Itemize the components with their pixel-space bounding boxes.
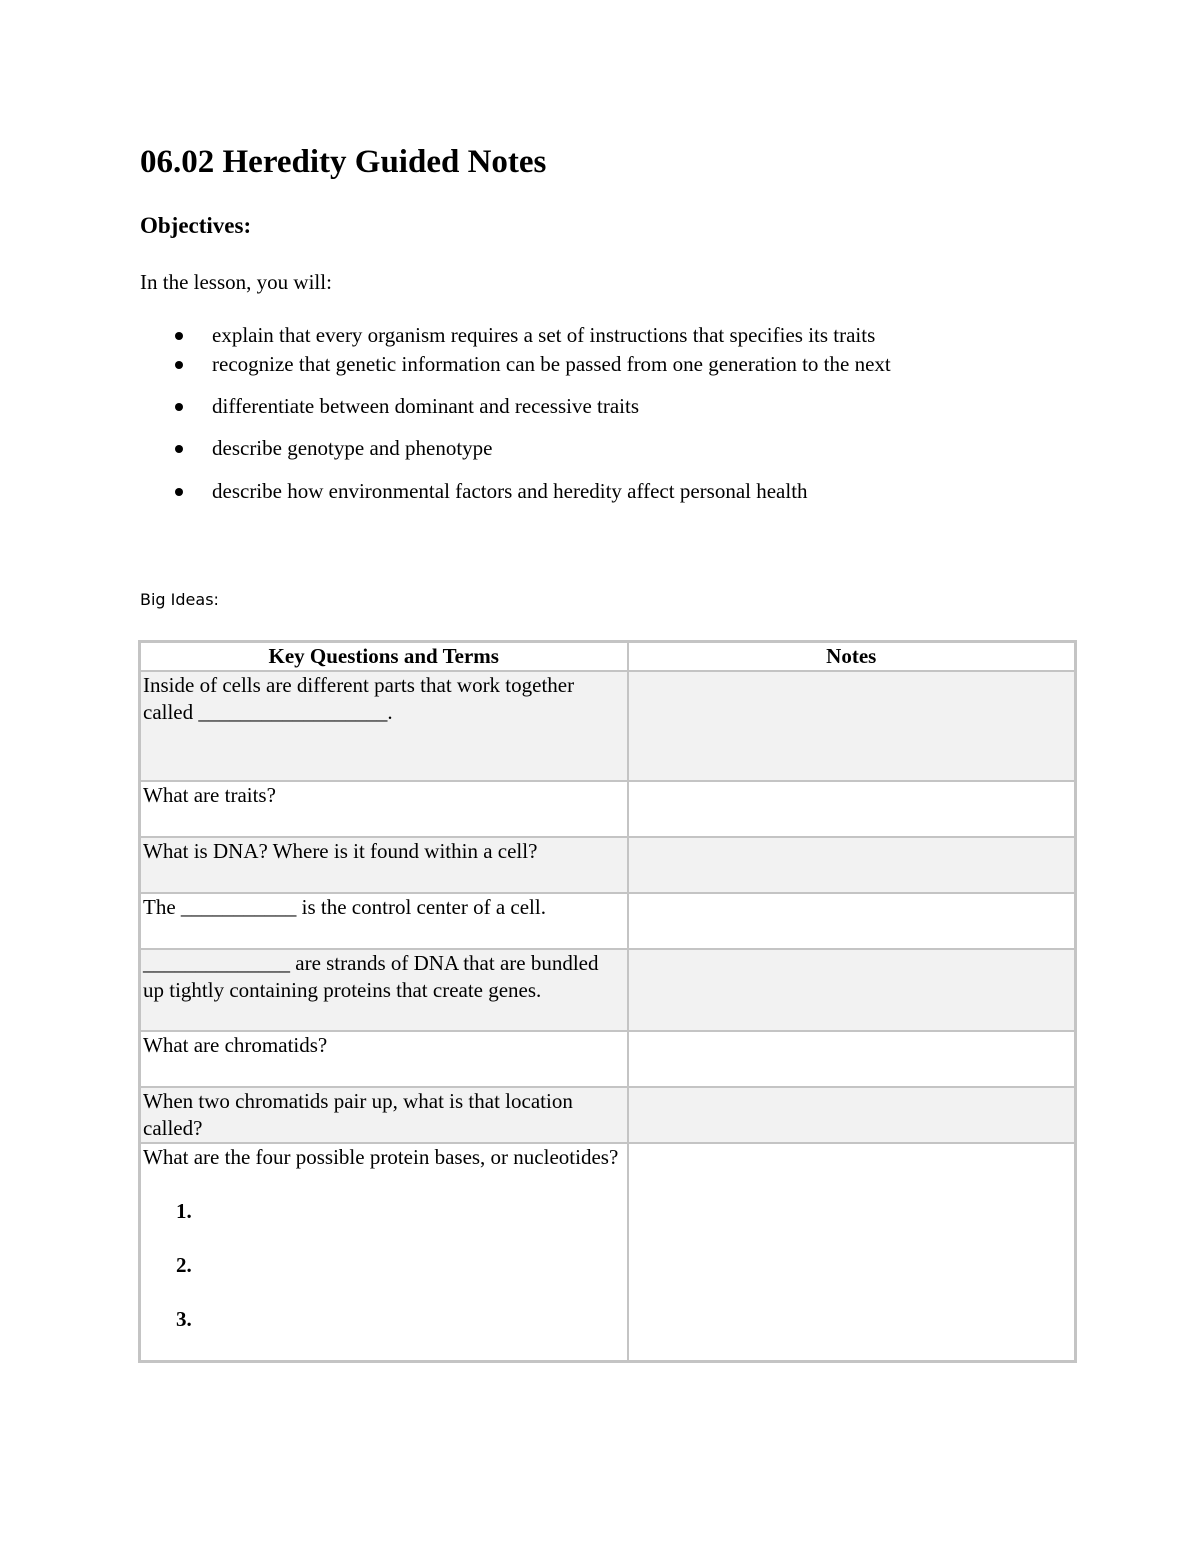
list-item: 2.	[176, 1253, 192, 1277]
list-item: 3.	[176, 1307, 192, 1331]
question-cell: What are traits?	[140, 781, 628, 837]
notes-cell[interactable]	[628, 893, 1076, 949]
objective-text: explain that every organism requires a set of instructions that specifies its traits	[212, 323, 876, 347]
notes-cell[interactable]	[628, 837, 1076, 893]
notes-cell[interactable]	[628, 1087, 1076, 1143]
objective-item	[140, 477, 1040, 505]
table-row	[140, 671, 1076, 781]
question-cell: Inside of cells are different parts that work together called __________________.	[140, 671, 628, 781]
bullet-icon	[175, 403, 183, 411]
bullet-icon	[175, 361, 183, 369]
objective-text: recognize that genetic information can be passed from one generation to the next	[212, 352, 891, 376]
table-row	[140, 949, 1076, 1031]
table-row	[140, 1087, 1076, 1143]
column-header-notes: Notes	[628, 642, 1076, 672]
objective-text: differentiate between dominant and recessive traits	[212, 394, 640, 418]
question-cell	[140, 1143, 628, 1361]
bullet-icon	[175, 445, 183, 453]
notes-cell[interactable]	[628, 1143, 1076, 1361]
table-row	[140, 1031, 1076, 1087]
bullet-icon	[175, 332, 183, 340]
table-row	[140, 893, 1076, 949]
table-header-row	[140, 642, 1076, 672]
intro-text: In the lesson, you will:	[140, 270, 332, 294]
table-row	[140, 781, 1076, 837]
notes-cell[interactable]	[628, 671, 1076, 781]
objective-item	[140, 392, 1040, 420]
question-cell: The ___________ is the control center of a cell.	[140, 893, 628, 949]
question-text: What are the four possible protein bases, or nucleotides?	[143, 1145, 619, 1169]
objective-item	[140, 434, 1040, 462]
question-cell: What is DNA? Where is it found within a cell?	[140, 837, 628, 893]
table-row	[140, 837, 1076, 893]
notes-cell[interactable]	[628, 1031, 1076, 1087]
table-row	[140, 1143, 1076, 1361]
bullet-icon	[175, 488, 183, 496]
page-title: 06.02 Heredity Guided Notes	[140, 144, 547, 180]
notes-cell[interactable]	[628, 781, 1076, 837]
notes-cell[interactable]	[628, 949, 1076, 1031]
big-ideas-label: Big Ideas:	[140, 590, 219, 609]
objective-text: describe how environmental factors and heredity affect personal health	[212, 479, 808, 503]
question-cell: When two chromatids pair up, what is that location called?	[140, 1087, 628, 1143]
question-cell: ______________ are strands of DNA that are bundled up tightly containing proteins that create genes.	[140, 949, 628, 1031]
objectives-heading: Objectives:	[140, 213, 252, 238]
list-item: 1.	[176, 1199, 192, 1223]
objective-text: describe genotype and phenotype	[212, 436, 493, 460]
question-cell: What are chromatids?	[140, 1031, 628, 1087]
numbered-list	[143, 1198, 625, 1333]
objective-item	[140, 321, 1040, 349]
objective-item	[140, 350, 1040, 378]
column-header-questions: Key Questions and Terms	[140, 642, 628, 672]
guided-notes-table	[138, 640, 1077, 1363]
